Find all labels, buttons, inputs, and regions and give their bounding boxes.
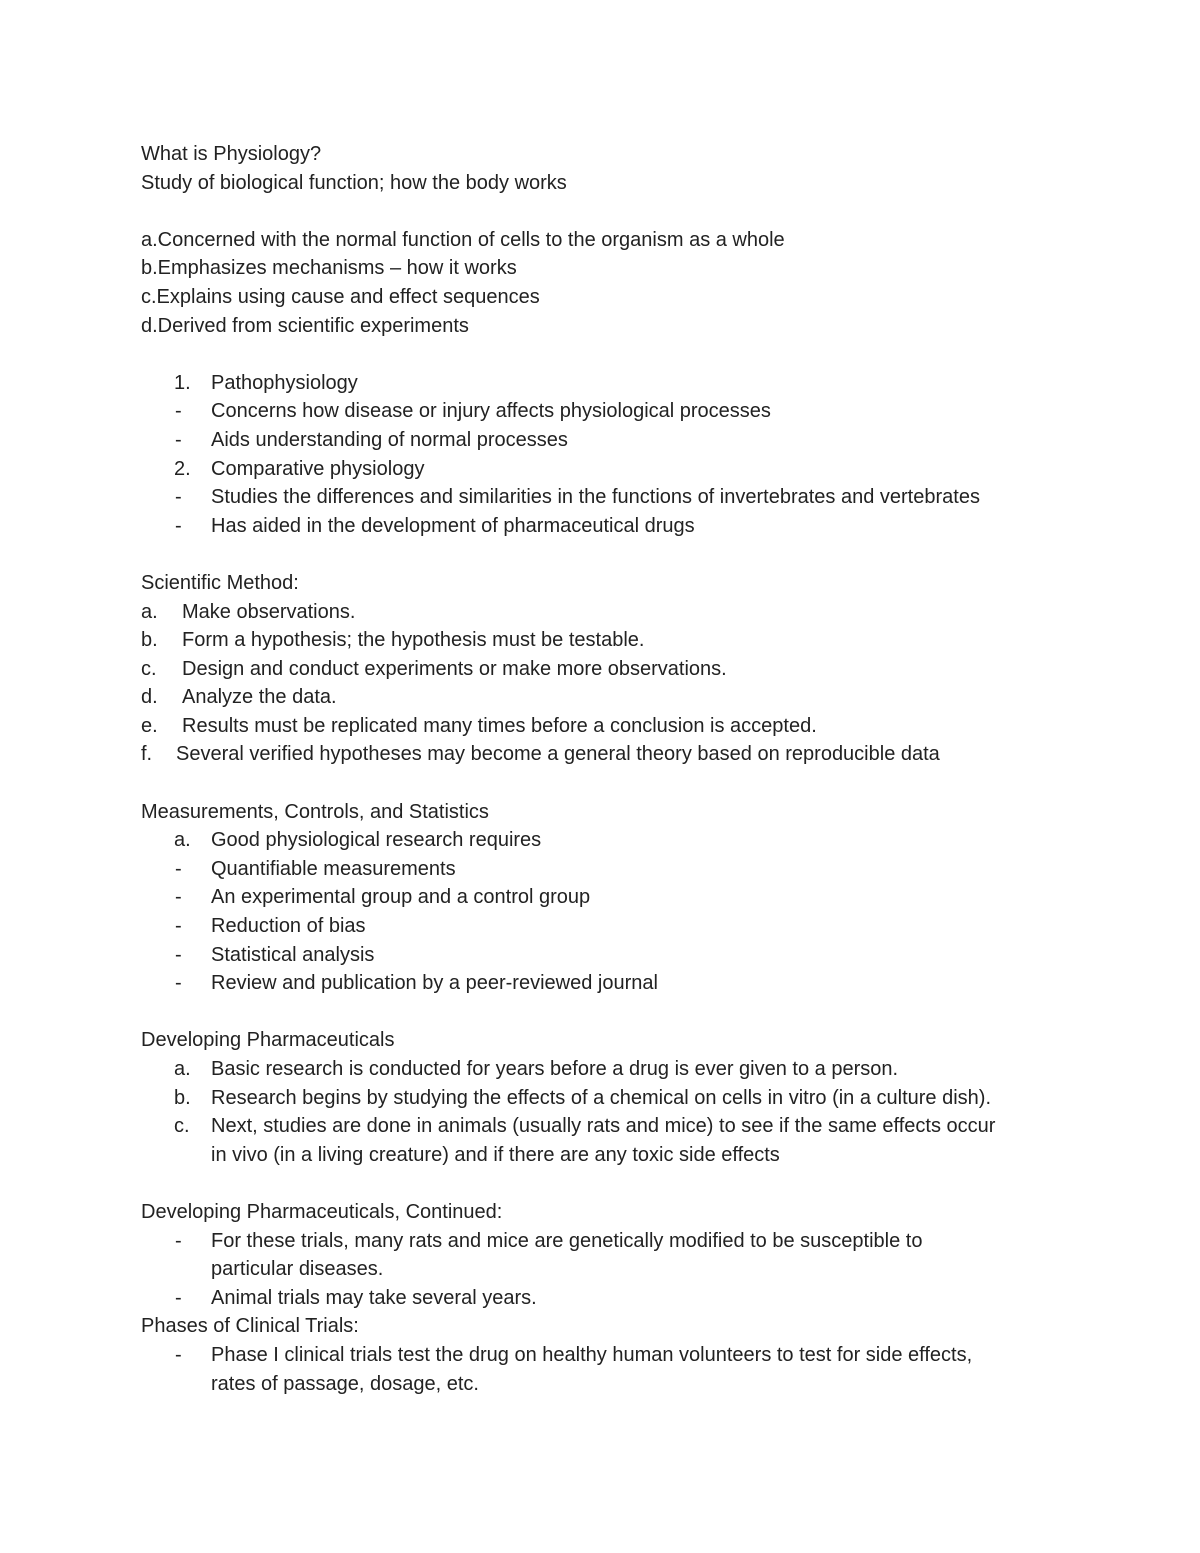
list-marker: a. xyxy=(174,829,191,852)
intro-point: c.Explains using cause and effect sequences xyxy=(141,285,540,308)
spacer xyxy=(141,998,1081,1027)
list-marker: c. xyxy=(141,657,157,680)
bullet-dash: - xyxy=(175,400,182,423)
bullet-dash: - xyxy=(175,972,182,995)
spacer xyxy=(141,340,1081,369)
bullet-dash: - xyxy=(175,514,182,537)
step-text: Analyze the data. xyxy=(182,686,337,709)
method-step xyxy=(141,598,1081,627)
bullet-text: Reduction of bias xyxy=(211,915,366,938)
bullet-text: Aids understanding of normal processes xyxy=(211,428,568,451)
bullet-text: An experimental group and a control group xyxy=(211,886,591,909)
step-text: Several verified hypotheses may become a general theory based on reproducible data xyxy=(176,743,940,766)
bullet-item xyxy=(141,483,1081,512)
bullet-text: Phase I clinical trials test the drug on healthy human volunteers to test for side effects, xyxy=(211,1343,973,1366)
list-marker: a. xyxy=(141,600,158,623)
bullet-item xyxy=(141,969,1081,998)
measurements-text: Good physiological research requires xyxy=(211,829,542,852)
bullet-text: rates of passage, dosage, etc. xyxy=(211,1372,479,1395)
bullet-text: Review and publication by a peer-reviewed journal xyxy=(211,972,658,995)
heading-what-is-physiology: What is Physiology? xyxy=(141,143,322,165)
list-marker: d. xyxy=(141,686,158,709)
heading-developing-pharmaceuticals: Developing Pharmaceuticals xyxy=(141,1029,395,1052)
intro-point: a.Concerned with the normal function of cells to the organism as a whole xyxy=(141,228,785,251)
bullet-dash: - xyxy=(175,1286,182,1309)
step-text: Make observations. xyxy=(182,600,356,623)
bullet-item xyxy=(141,397,1081,426)
method-step xyxy=(141,655,1081,684)
pharma-text: Research begins by studying the effects of a chemical on cells in vitro (in a culture dish). xyxy=(211,1086,992,1109)
document-content xyxy=(141,140,1081,1398)
bullet-dash: - xyxy=(175,428,182,451)
pharma-item-continuation xyxy=(141,1141,1081,1170)
pharma-text: Next, studies are done in animals (usually rats and mice) to see if the same effects occur xyxy=(211,1115,996,1138)
spacer xyxy=(141,540,1081,569)
branch-label: Comparative physiology xyxy=(211,457,425,480)
bullet-text: For these trials, many rats and mice are genetically modified to be susceptible to xyxy=(211,1229,923,1252)
bullet-dash: - xyxy=(175,915,182,938)
bullet-text: Quantifiable measurements xyxy=(211,857,456,880)
bullet-item xyxy=(141,855,1081,884)
bullet-dash: - xyxy=(175,857,182,880)
list-marker: e. xyxy=(141,714,158,737)
branch-item xyxy=(141,455,1081,484)
pharma-item xyxy=(141,1084,1081,1113)
heading-scientific-method: Scientific Method: xyxy=(141,571,299,594)
bullet-item xyxy=(141,1227,1081,1256)
measurements-item xyxy=(141,826,1081,855)
branch-label: Pathophysiology xyxy=(211,371,358,394)
bullet-item xyxy=(141,512,1081,541)
list-marker: c. xyxy=(174,1115,190,1138)
bullet-text: Concerns how disease or injury affects physiological processes xyxy=(211,400,771,423)
bullet-text: Studies the differences and similarities in the functions of invertebrates and vertebrates xyxy=(211,486,980,509)
list-marker: f. xyxy=(141,743,153,766)
bullet-dash: - xyxy=(175,486,182,509)
bullet-continuation xyxy=(141,1370,1081,1399)
spacer xyxy=(141,769,1081,798)
pharma-text: in vivo (in a living creature) and if there are any toxic side effects xyxy=(211,1143,780,1166)
bullet-item xyxy=(141,1341,1081,1370)
physiology-definition: Study of biological function; how the body works xyxy=(141,171,567,194)
list-marker: a. xyxy=(174,1058,191,1080)
spacer xyxy=(141,197,1081,226)
method-step xyxy=(141,683,1081,712)
bullet-item xyxy=(141,912,1081,941)
bullet-text: Animal trials may take several years. xyxy=(211,1286,537,1309)
step-text: Design and conduct experiments or make more observations. xyxy=(182,657,727,680)
pharma-text: Basic research is conducted for years before a drug is ever given to a person. xyxy=(211,1058,899,1080)
intro-point: d.Derived from scientific experiments xyxy=(141,314,469,337)
list-marker: 1. xyxy=(174,371,191,394)
heading-phases-clinical-trials: Phases of Clinical Trials: xyxy=(141,1315,359,1338)
pharma-item xyxy=(141,1112,1081,1141)
heading-measurements: Measurements, Controls, and Statistics xyxy=(141,800,489,823)
bullet-dash: - xyxy=(175,1229,182,1252)
bullet-text: Statistical analysis xyxy=(211,943,375,966)
step-text: Results must be replicated many times before a conclusion is accepted. xyxy=(182,714,817,737)
method-step xyxy=(141,740,1081,769)
bullet-item xyxy=(141,883,1081,912)
bullet-dash: - xyxy=(175,886,182,909)
heading-pharmaceuticals-continued: Developing Pharmaceuticals, Continued: xyxy=(141,1200,503,1223)
list-marker: b. xyxy=(174,1086,191,1109)
bullet-text: particular diseases. xyxy=(211,1258,384,1281)
spacer xyxy=(141,1169,1081,1198)
bullet-continuation xyxy=(141,1255,1081,1284)
bullet-item xyxy=(141,941,1081,970)
bullet-item xyxy=(141,426,1081,455)
step-text: Form a hypothesis; the hypothesis must be testable. xyxy=(182,629,645,652)
bullet-text: Has aided in the development of pharmaceutical drugs xyxy=(211,514,695,537)
method-step xyxy=(141,626,1081,655)
pharma-item xyxy=(141,1055,1081,1084)
method-step xyxy=(141,712,1081,741)
bullet-dash: - xyxy=(175,943,182,966)
bullet-item xyxy=(141,1284,1081,1313)
bullet-dash: - xyxy=(175,1343,182,1366)
list-marker: b. xyxy=(141,629,158,652)
intro-point: b.Emphasizes mechanisms – how it works xyxy=(141,257,517,280)
list-marker: 2. xyxy=(174,457,191,480)
branch-item xyxy=(141,369,1081,398)
